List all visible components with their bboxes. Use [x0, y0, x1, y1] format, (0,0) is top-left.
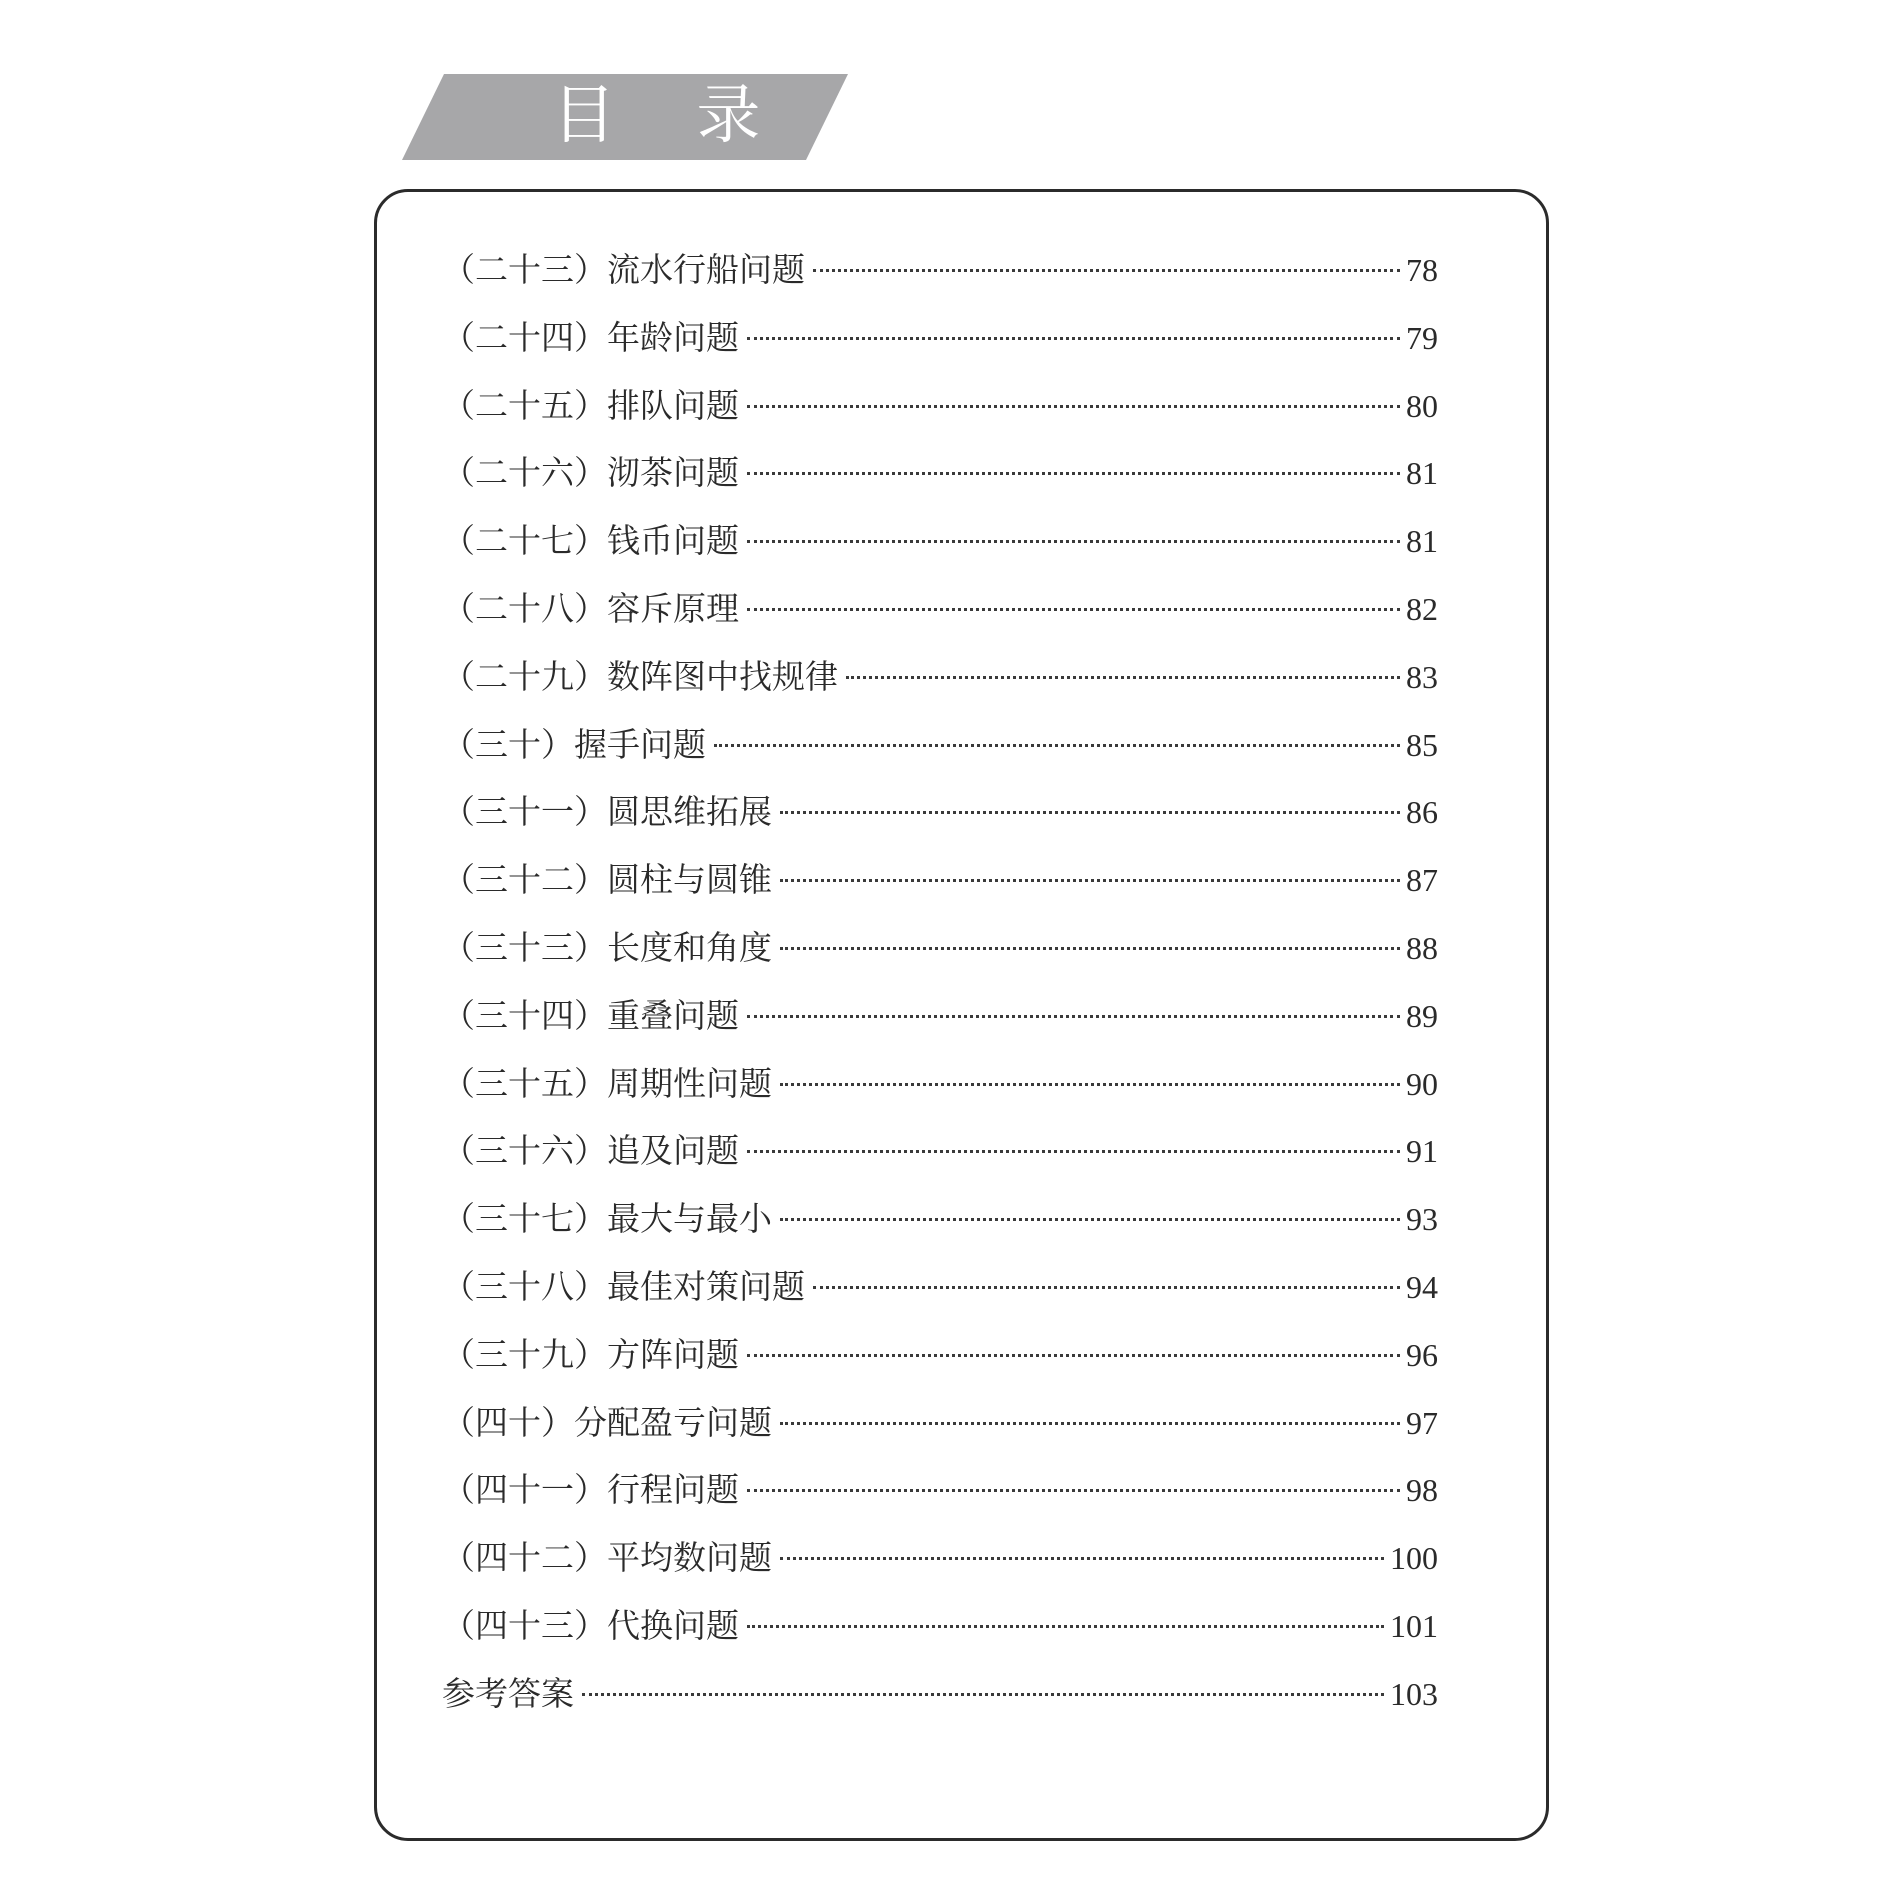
dot-leader	[747, 1015, 1400, 1018]
toc-entry[interactable]	[442, 583, 1438, 651]
entry-page-number: 91	[1406, 1133, 1438, 1170]
dot-leader	[747, 337, 1400, 340]
entry-number: （三十八）	[442, 1266, 607, 1306]
entry-number: （三十）	[442, 724, 574, 764]
entry-title: 钱币问题	[607, 521, 739, 561]
entry-title: 长度和角度	[607, 927, 772, 967]
toc-entry[interactable]	[442, 1125, 1438, 1193]
entry-number: （四十一）	[442, 1470, 607, 1510]
entry-title: 参考答案	[442, 1673, 574, 1713]
entry-page-number: 96	[1406, 1336, 1438, 1373]
entry-title: 重叠问题	[607, 995, 739, 1035]
dot-leader	[780, 947, 1400, 950]
dot-leader	[747, 472, 1400, 475]
title-banner	[402, 74, 848, 160]
entry-page-number: 89	[1406, 997, 1438, 1034]
dot-leader	[582, 1693, 1384, 1696]
entry-title: 圆柱与圆锥	[607, 860, 772, 900]
page-title: 目 录	[552, 79, 791, 153]
toc-entry[interactable]	[442, 1668, 1438, 1736]
entry-title: 沏茶问题	[607, 453, 739, 493]
entry-page-number: 83	[1406, 658, 1438, 695]
entry-title: 圆思维拓展	[607, 792, 772, 832]
dot-leader	[714, 744, 1400, 747]
entry-page-number: 103	[1390, 1675, 1438, 1712]
toc-entry[interactable]	[442, 380, 1438, 448]
toc-entry[interactable]	[442, 990, 1438, 1058]
dot-leader	[747, 1354, 1400, 1357]
toc-entry[interactable]	[442, 786, 1438, 854]
toc-entry[interactable]	[442, 244, 1438, 312]
dot-leader	[780, 1218, 1400, 1221]
entry-page-number: 78	[1406, 252, 1438, 288]
entry-page-number: 88	[1406, 929, 1438, 966]
entry-number: （二十七）	[442, 521, 607, 561]
toc-entry[interactable]	[442, 1397, 1438, 1465]
entry-page-number: 79	[1406, 319, 1438, 356]
entry-number: （二十九）	[442, 656, 607, 696]
entry-title: 分配盈亏问题	[574, 1402, 772, 1442]
entry-page-number: 80	[1406, 387, 1438, 424]
entry-title: 追及问题	[607, 1131, 739, 1171]
toc-entry[interactable]	[442, 1058, 1438, 1126]
toc-entry[interactable]	[442, 447, 1438, 515]
entry-page-number: 86	[1406, 794, 1438, 831]
dot-leader	[780, 1083, 1400, 1086]
entry-title: 流水行船问题	[607, 250, 805, 289]
entry-title: 周期性问题	[607, 1063, 772, 1103]
entry-title: 代换问题	[607, 1605, 739, 1645]
entry-number: （二十四）	[442, 317, 607, 357]
toc-entry[interactable]	[442, 1532, 1438, 1600]
dot-leader	[747, 1489, 1400, 1492]
dot-leader	[747, 1625, 1384, 1628]
dot-leader	[747, 405, 1400, 408]
entry-title: 握手问题	[574, 724, 706, 764]
entry-page-number: 90	[1406, 1065, 1438, 1102]
dot-leader	[813, 269, 1400, 272]
dot-leader	[747, 540, 1400, 543]
entry-page-number: 81	[1406, 523, 1438, 560]
entry-number: （二十六）	[442, 453, 607, 493]
entry-title: 年龄问题	[607, 317, 739, 357]
entry-number: （三十九）	[442, 1334, 607, 1374]
entry-title: 行程问题	[607, 1470, 739, 1510]
toc-entry[interactable]	[442, 651, 1438, 719]
entry-number: （二十八）	[442, 588, 607, 628]
toc-entry[interactable]	[442, 1261, 1438, 1329]
entry-page-number: 94	[1406, 1268, 1438, 1305]
dot-leader	[747, 1150, 1400, 1153]
dot-leader	[780, 1557, 1384, 1560]
entry-title: 容斥原理	[607, 588, 739, 628]
dot-leader	[747, 608, 1400, 611]
entry-number: （三十一）	[442, 792, 607, 832]
dot-leader	[780, 811, 1400, 814]
dot-leader	[780, 1422, 1400, 1425]
entry-page-number: 85	[1406, 726, 1438, 763]
entry-page-number: 101	[1390, 1607, 1438, 1644]
entry-number: （三十二）	[442, 860, 607, 900]
toc-entry[interactable]	[442, 922, 1438, 990]
toc-entry[interactable]	[442, 1329, 1438, 1397]
toc-list	[442, 244, 1438, 1736]
entry-page-number: 82	[1406, 590, 1438, 627]
entry-number: （四十）	[442, 1402, 574, 1442]
toc-entry[interactable]	[442, 515, 1438, 583]
entry-page-number: 87	[1406, 862, 1438, 899]
dot-leader	[780, 879, 1400, 882]
entry-number: （三十六）	[442, 1131, 607, 1171]
entry-number: （三十三）	[442, 927, 607, 967]
entry-page-number: 97	[1406, 1404, 1438, 1441]
toc-entry[interactable]	[442, 1193, 1438, 1261]
entry-number: （三十五）	[442, 1063, 607, 1103]
entry-number: （三十七）	[442, 1199, 607, 1239]
entry-title: 最佳对策问题	[607, 1266, 805, 1306]
entry-title: 方阵问题	[607, 1334, 739, 1374]
entry-page-number: 93	[1406, 1201, 1438, 1238]
dot-leader	[846, 676, 1400, 679]
entry-title: 排队问题	[607, 385, 739, 425]
entry-title: 平均数问题	[607, 1538, 772, 1578]
entry-title: 数阵图中找规律	[607, 656, 838, 696]
entry-number: （四十二）	[442, 1538, 607, 1578]
entry-number: （四十三）	[442, 1605, 607, 1645]
entry-title: 最大与最小	[607, 1199, 772, 1239]
toc-entry[interactable]	[442, 854, 1438, 922]
entry-page-number: 100	[1390, 1540, 1438, 1577]
toc-entry[interactable]	[442, 719, 1438, 787]
toc-entry[interactable]	[442, 1464, 1438, 1532]
toc-entry[interactable]	[442, 312, 1438, 380]
entry-page-number: 98	[1406, 1472, 1438, 1509]
entry-number: （二十五）	[442, 385, 607, 425]
entry-number: （二十三）	[442, 250, 607, 289]
dot-leader	[813, 1286, 1400, 1289]
entry-number: （三十四）	[442, 995, 607, 1035]
toc-entry[interactable]	[442, 1600, 1438, 1668]
entry-page-number: 81	[1406, 455, 1438, 492]
